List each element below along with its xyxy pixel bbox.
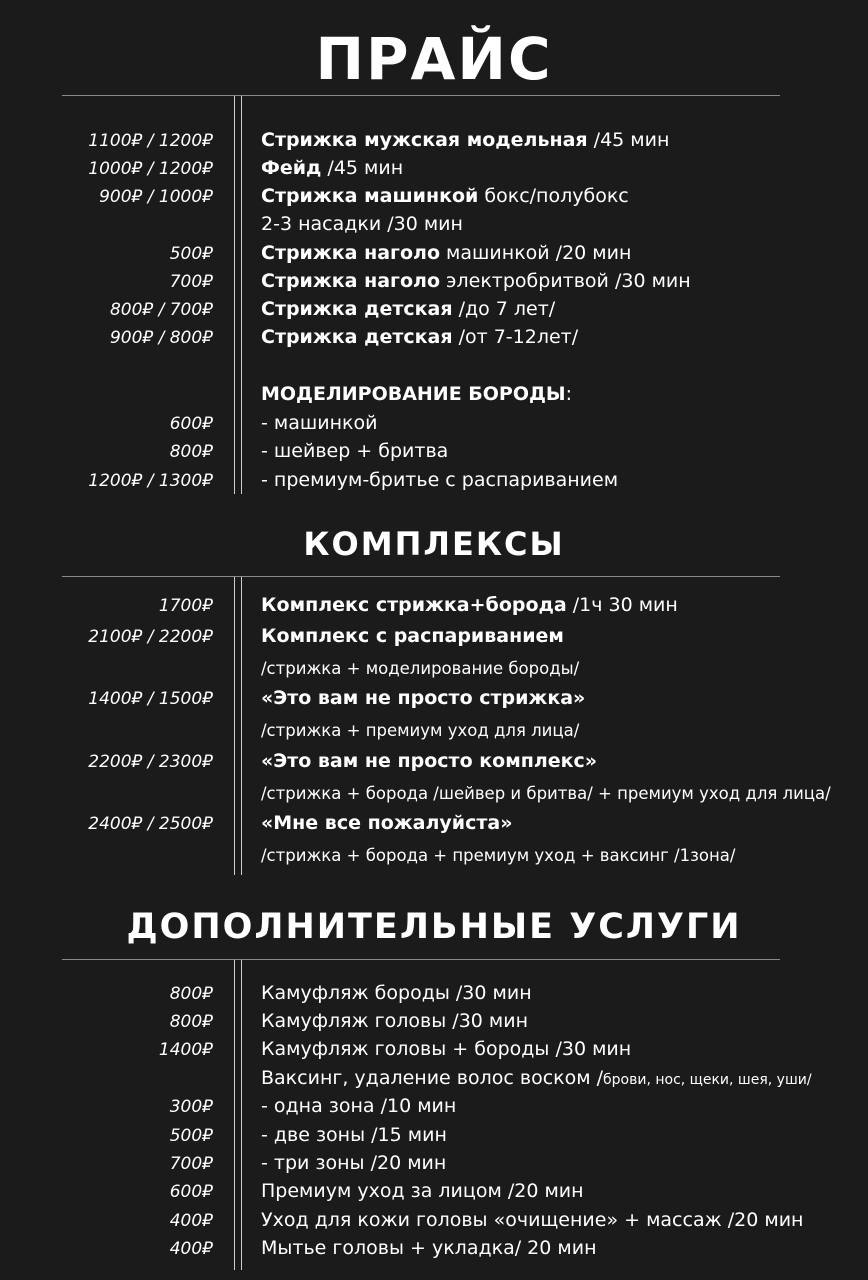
list-item — [0, 469, 868, 497]
service-name: «Мне все пожалуйста» — [261, 812, 513, 834]
service-detail: бокс/полубокс — [478, 185, 629, 207]
price-value: 400₽ — [169, 1211, 213, 1231]
service-detail: Премиум уход за лицом /20 мин — [261, 1180, 584, 1202]
service-detail: Камуфляж головы + бороды /30 мин — [261, 1038, 632, 1060]
service-name: Стрижка мужская модельная — [261, 129, 588, 151]
list-item — [0, 781, 868, 809]
service-description — [261, 326, 578, 348]
service-name: «Это вам не просто комплекс» — [261, 750, 598, 772]
divider — [62, 959, 780, 960]
list-item — [0, 298, 868, 326]
service-description — [261, 185, 629, 207]
price-value: 500₽ — [169, 1126, 213, 1146]
service-name: Фейд — [261, 157, 322, 179]
price-value: 1400₽ / 1500₽ — [88, 689, 213, 709]
service-description — [261, 157, 403, 179]
service-detail: /стрижка + борода + премиум уход + ваксинг /1зона/ — [261, 846, 736, 865]
price-value: 600₽ — [169, 1182, 213, 1202]
price-value: 1700₽ — [158, 596, 213, 616]
list-item — [0, 242, 868, 270]
list-item — [0, 656, 868, 684]
service-detail: Камуфляж головы /30 мин — [261, 1010, 529, 1032]
price-title: ПРАЙС — [315, 25, 553, 93]
service-detail: - шейвер + бритва — [261, 440, 449, 462]
service-description — [261, 1180, 584, 1202]
service-description — [261, 1038, 631, 1060]
service-description — [261, 412, 377, 434]
extra-services-title: ДОПОЛНИТЕЛЬНЫЕ УСЛУГИ — [126, 907, 742, 947]
service-description — [261, 846, 735, 865]
service-name: Стрижка наголо — [261, 270, 441, 292]
list-item — [0, 750, 868, 778]
list-item — [0, 1180, 868, 1208]
service-description — [261, 594, 678, 616]
service-detail: машинкой /20 мин — [440, 242, 632, 264]
list-item — [0, 383, 868, 411]
service-detail: /стрижка + премиум уход для лица/ — [261, 721, 580, 740]
list-item — [0, 718, 868, 746]
service-description — [261, 298, 555, 320]
list-item — [0, 982, 868, 1010]
list-item — [0, 1152, 868, 1180]
service-name: Стрижка детская — [261, 326, 453, 348]
list-item — [0, 412, 868, 440]
price-value: 1000₽ / 1200₽ — [88, 159, 213, 179]
price-value: 1200₽ / 1300₽ — [88, 471, 213, 491]
list-item — [0, 1095, 868, 1123]
divider — [62, 576, 780, 577]
service-detail: - две зоны /15 мин — [261, 1124, 447, 1146]
service-description — [261, 129, 669, 151]
complexes-title: КОМПЛЕКСЫ — [303, 525, 565, 563]
price-value: 1100₽ / 1200₽ — [88, 131, 213, 151]
service-note: брови, нос, щеки, шея, уши/ — [603, 1072, 812, 1088]
service-description — [261, 242, 631, 264]
service-name: Стрижка детская — [261, 298, 453, 320]
service-detail: Ваксинг, удаление волос воском / — [261, 1067, 604, 1089]
price-value: 300₽ — [169, 1097, 213, 1117]
divider — [62, 95, 780, 96]
list-item — [0, 687, 868, 715]
price-value: 2400₽ / 2500₽ — [88, 814, 213, 834]
price-value: 2100₽ / 2200₽ — [88, 627, 213, 647]
list-item — [0, 1209, 868, 1237]
service-detail: /до 7 лет/ — [452, 298, 556, 320]
price-value: 900₽ / 1000₽ — [99, 187, 213, 207]
service-description — [261, 1124, 447, 1146]
service-detail: - премиум-бритье с распариванием — [261, 469, 619, 491]
list-item — [0, 270, 868, 298]
list-item — [0, 1237, 868, 1265]
list-item — [0, 812, 868, 840]
price-value: 800₽ / 700₽ — [109, 300, 213, 320]
service-detail: /от 7-12лет/ — [452, 326, 579, 348]
service-description — [261, 721, 579, 740]
service-description — [261, 625, 564, 647]
price-value: 2200₽ / 2300₽ — [88, 752, 213, 772]
service-description — [261, 982, 532, 1004]
service-name: Стрижка машинкой — [261, 185, 479, 207]
service-description — [261, 1152, 446, 1174]
list-item — [0, 1124, 868, 1152]
service-description — [261, 213, 463, 235]
service-description — [261, 687, 585, 709]
price-value: 600₽ — [169, 414, 213, 434]
price-value: 800₽ — [169, 442, 213, 462]
service-description — [261, 383, 572, 405]
service-name: «Это вам не просто стрижка» — [261, 687, 586, 709]
service-name: Комплекс стрижка+борода — [261, 594, 567, 616]
service-description — [261, 1209, 803, 1231]
service-detail: Камуфляж бороды /30 мин — [261, 982, 532, 1004]
service-description — [261, 750, 597, 772]
list-item — [0, 1010, 868, 1038]
price-value: 400₽ — [169, 1239, 213, 1259]
service-description — [261, 784, 831, 803]
list-item — [0, 625, 868, 653]
list-item — [0, 185, 868, 213]
service-description — [261, 1095, 456, 1117]
list-item — [0, 1038, 868, 1066]
price-value: 700₽ — [169, 272, 213, 292]
list-item — [0, 1067, 868, 1095]
list-item — [0, 213, 868, 241]
service-detail: /стрижка + борода /шейвер и бритва/ + премиум уход для лица/ — [261, 784, 831, 803]
service-description — [261, 1067, 812, 1089]
service-detail: /1ч 30 мин — [566, 594, 678, 616]
list-item — [0, 440, 868, 468]
service-description — [261, 440, 448, 462]
service-detail: Уход для кожи головы «очищение» + массаж /20 мин — [261, 1209, 804, 1231]
service-detail: электробритвой /30 мин — [440, 270, 691, 292]
service-detail: /стрижка + моделирование бороды/ — [261, 659, 580, 678]
service-detail: Мытье головы + укладка/ 20 мин — [261, 1237, 597, 1259]
price-value: 700₽ — [169, 1154, 213, 1174]
list-item — [0, 843, 868, 871]
list-item — [0, 326, 868, 354]
service-detail: - машинкой — [261, 412, 378, 434]
service-description — [261, 469, 618, 491]
service-detail: /45 мин — [321, 157, 404, 179]
service-name: Комплекс с распариванием — [261, 625, 564, 647]
price-value: 800₽ — [169, 1012, 213, 1032]
service-description — [261, 1237, 597, 1259]
price-value: 1400₽ — [158, 1040, 213, 1060]
service-description — [261, 1010, 528, 1032]
price-value: 500₽ — [169, 244, 213, 264]
service-detail: - три зоны /20 мин — [261, 1152, 447, 1174]
price-value: 900₽ / 800₽ — [109, 328, 213, 348]
service-detail: /45 мин — [587, 129, 670, 151]
service-detail: 2-3 насадки /30 мин — [261, 213, 463, 235]
service-description — [261, 812, 513, 834]
list-item — [0, 594, 868, 622]
service-detail: : — [565, 383, 573, 405]
service-detail: - одна зона /10 мин — [261, 1095, 457, 1117]
list-item — [0, 129, 868, 157]
price-value: 800₽ — [169, 984, 213, 1004]
service-name: Стрижка наголо — [261, 242, 441, 264]
service-name: МОДЕЛИРОВАНИЕ БОРОДЫ — [261, 383, 566, 405]
service-description — [261, 659, 579, 678]
service-description — [261, 270, 691, 292]
list-item — [0, 157, 868, 185]
